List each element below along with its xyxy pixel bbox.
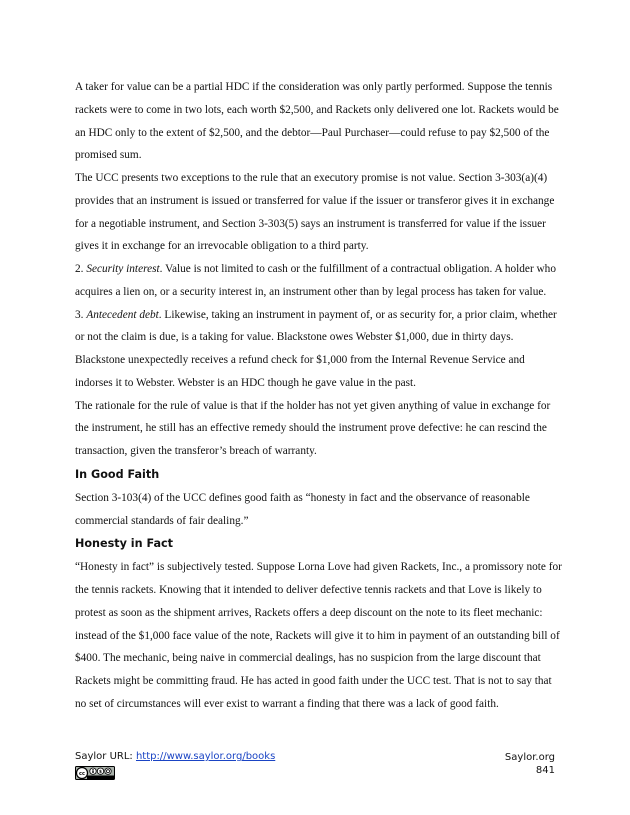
term-security-interest: Security interest bbox=[86, 263, 160, 275]
paragraph-security-interest bbox=[75, 258, 562, 304]
footer-site-info bbox=[505, 751, 555, 777]
footer-url bbox=[75, 751, 275, 762]
paragraph-antecedent-debt bbox=[75, 304, 562, 395]
footer-url-label: Saylor URL: bbox=[75, 751, 136, 762]
heading-honesty-in-fact: Honesty in Fact bbox=[75, 537, 174, 551]
paragraph-rationale: The rationale for the rule of value is that if the holder has not yet given anything of value in exchange for the instrument, he still has an effective remedy should the instrument prove defective: he can rescind the transaction, given the transferor’s breach of warranty. bbox=[75, 399, 551, 457]
saylor-books-link[interactable]: http://www.saylor.org/books bbox=[135, 751, 276, 762]
body-text bbox=[75, 76, 562, 716]
svg-text:$: $ bbox=[99, 769, 102, 774]
heading-in-good-faith: In Good Faith bbox=[75, 467, 160, 481]
footer-site-name: Saylor.org bbox=[504, 752, 555, 763]
list-number: 3. bbox=[75, 308, 84, 321]
paragraph-partial-hdc: A taker for value can be a partial HDC if the consideration was only partly performed. Suppose the tennis rackets were to come in two lots, each worth $2,500, and Rackets only delivered one lot. Rackets would be an HDC only to the extent of $2,500, and the debtor—Paul Purchaser—could refuse to pay $2,500 of the promised sum. bbox=[75, 81, 559, 162]
paragraph-honesty-in-fact: “Honesty in fact” is subjectively tested. Suppose Lorna Love had given Rackets, Inc., a promissory note for the tennis rackets. Knowing that it intended to deliver defective tennis rackets and that Love is likely to protest as soon as the shipment arrives, Rackets offers a deep discount on the note to its fleet mechanic: instead of the $1,000 face value of the note, Rackets will give it to him in payment of an outstanding bill of $400. The mechanic, being naive in commercial dealings, has no suspicion from the large discount that Rackets might be committing fraud. He has acted in good faith under the UCC test. That is not to say that no set of circumstances will ever exist to warrant a finding that there was a lack of good faith. bbox=[75, 561, 562, 710]
page-number: 841 bbox=[535, 765, 555, 776]
security-interest-text: . Value is not limited to cash or the fulfillment of a contractual obligation. A holder who acquires a lien on, or a security interest in, an instrument other than by legal process has taken for value. bbox=[75, 263, 556, 298]
antecedent-debt-text: . Likewise, taking an instrument in payment of, or as security for, a prior claim, whether or not the claim is due, is a taking for value. Blackstone owes Webster $1,000, due in thirty days. Blackstone unexpectedly receives a refund check for $1,000 from the Internal Revenue Service and indorses it to Webster. Webster is an HDC though he gave value in the past. bbox=[75, 308, 557, 389]
cc-by-nc-sa-icon bbox=[75, 766, 115, 780]
list-number: 2. bbox=[75, 263, 84, 275]
paragraph-good-faith-definition: Section 3-103(4) of the UCC defines good faith as “honesty in fact and the observance of reasonable commercial standards of fair dealing.” bbox=[75, 491, 530, 527]
term-antecedent-debt: Antecedent debt bbox=[86, 308, 159, 321]
paragraph-ucc-exceptions: The UCC presents two exceptions to the rule that an executory promise is not value. Section 3-303(a)(4) provides that an instrument is issued or transferred for value if the issuer or transferor gives it in exchange for a negotiable instrument, and Section 3-303(5) says an instrument is transferred for value if the issuer gives it in exchange for an irrevocable obligation to a third party. bbox=[75, 172, 555, 253]
page-footer bbox=[75, 751, 555, 791]
svg-text:cc: cc bbox=[79, 771, 85, 777]
